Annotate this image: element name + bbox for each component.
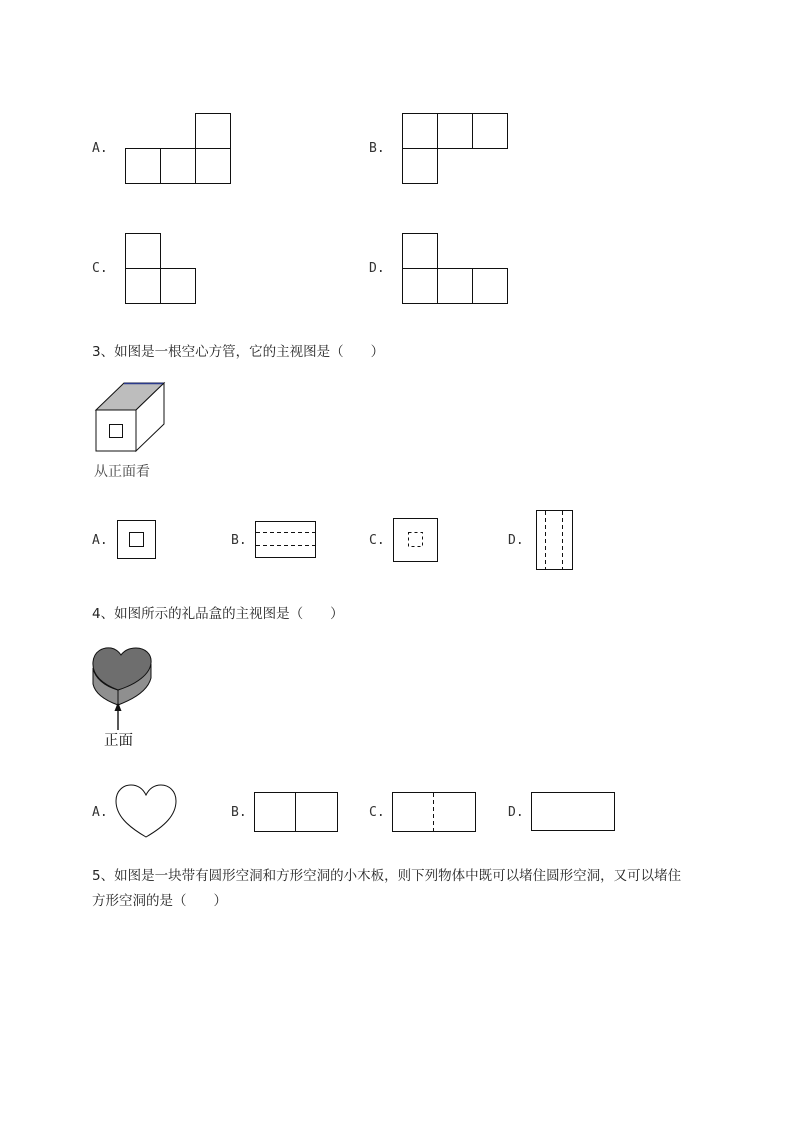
option-label-a: A. xyxy=(92,141,108,156)
q3-option-label-c: C. xyxy=(369,533,385,548)
q3-option-label-a: A. xyxy=(92,533,108,548)
question-3-text: 3、如图是一根空心方管，它的主视图是（ ） xyxy=(92,344,385,360)
option-label-c: C. xyxy=(92,261,108,276)
question-5-line-2: 方形空洞的是（ ） xyxy=(92,893,227,909)
question-4-text: 4、如图所示的礼品盒的主视图是（ ） xyxy=(92,606,344,622)
q4-option-label-b: B. xyxy=(231,805,247,820)
question-5-line-1: 5、如图是一块带有圆形空洞和方形空洞的小木板，则下列物体中既可以堵住圆形空洞，又可以堵住 xyxy=(92,868,682,884)
q3-option-label-b: B. xyxy=(231,533,247,548)
q3-figure-caption: 从正面看 xyxy=(94,464,150,480)
q4-figure-caption: 正面 xyxy=(104,733,133,749)
q3-option-label-d: D. xyxy=(508,533,524,548)
option-label-d: D. xyxy=(369,261,385,276)
option-label-b: B. xyxy=(369,141,385,156)
q4-option-label-d: D. xyxy=(508,805,524,820)
q4-option-label-a: A. xyxy=(92,805,108,820)
q4-option-label-c: C. xyxy=(369,805,385,820)
